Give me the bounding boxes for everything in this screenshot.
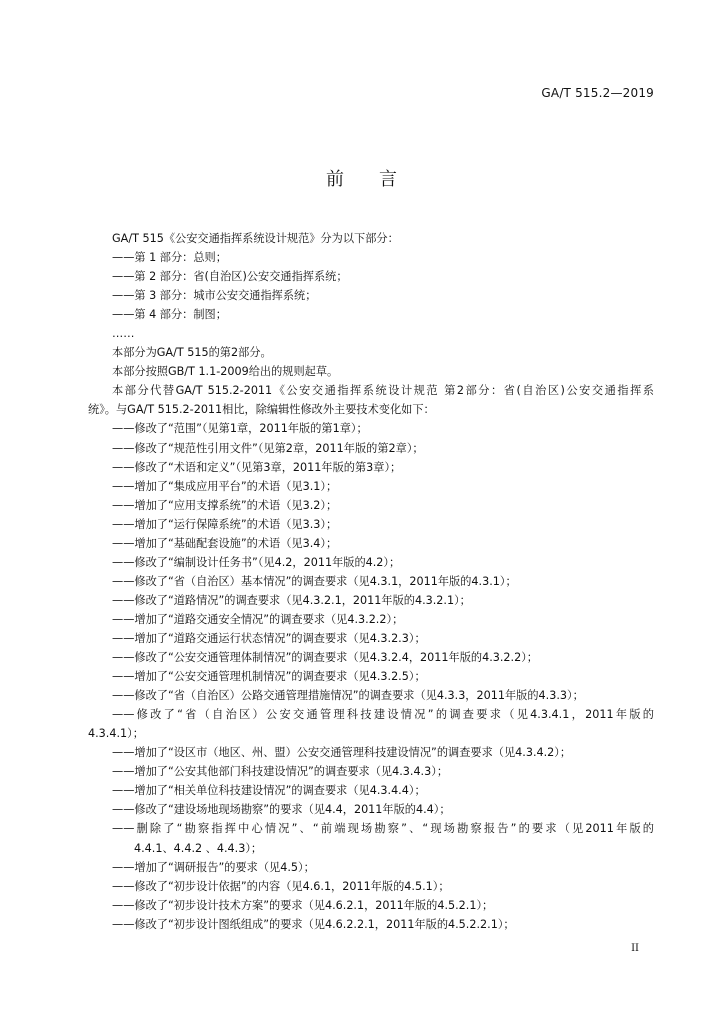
change-item: ——增加了“道路交通安全情况”的调查要求（见4.3.2.2）； bbox=[112, 612, 404, 626]
part-list-ellipsis: …… bbox=[112, 327, 135, 341]
change-item: ——修改了“初步设计依据”的内容（见4.6.1，2011年版的4.5.1）； bbox=[112, 879, 450, 893]
change-item-continuation: 4.4.1、4.4.2 、4.4.3）； bbox=[134, 841, 263, 855]
page-number: II bbox=[631, 943, 639, 954]
change-item: ——增加了“调研报告”的要求（见4.5）； bbox=[112, 860, 315, 874]
change-item: ——修改了“道路情况”的调查要求（见4.3.2.1，2011年版的4.3.2.1）； bbox=[112, 593, 471, 607]
change-item: ——增加了“相关单位科技建设情况”的调查要求（见4.3.4.4）； bbox=[112, 784, 426, 798]
change-item: ——增加了“基础配套设施”的术语（见3.4）； bbox=[112, 536, 338, 550]
title-char-2: 言 bbox=[379, 169, 398, 190]
change-item: ——增加了“集成应用平台”的术语（见3.1）； bbox=[112, 479, 338, 493]
title-char-1: 前 bbox=[326, 169, 345, 190]
change-item: ——删除了“勘察指挥中心情况”、“前端现场勘察”、“现场勘察报告”的要求（见2011年版的 bbox=[112, 822, 654, 836]
change-item: ——修改了“术语和定义”（见第3章，2011年版的第3章）； bbox=[112, 460, 402, 474]
standard-code: GA/T 515.2—2019 bbox=[541, 86, 654, 100]
change-item: ——修改了“建设场地现场勘察”的要求（见4.4，2011年版的4.4）； bbox=[112, 803, 451, 817]
change-item: ——增加了“设区市（地区、州、盟）公安交通管理科技建设情况”的调查要求（见4.3.4.2）； bbox=[112, 746, 572, 760]
part-list-item: ——第 3 部分：城市公安交通指挥系统； bbox=[112, 289, 317, 303]
change-item: ——增加了“道路交通运行状态情况”的调查要求（见4.3.2.3）； bbox=[112, 631, 426, 645]
part-list-item: ——第 4 部分：制图； bbox=[112, 308, 227, 322]
change-item: ——修改了“省（自治区）公安交通管理科技建设情况”的调查要求（见4.3.4.1，2011年版的 bbox=[112, 708, 654, 722]
paragraph-line: 统》。与GA/T 515.2-2011相比，除编辑性修改外主要技术变化如下： bbox=[88, 403, 435, 417]
foreword-body bbox=[88, 229, 654, 934]
change-item: ——修改了“规范性引用文件”（见第2章，2011年版的第2章）； bbox=[112, 441, 424, 455]
change-item: ——修改了“范围”（见第1章，2011年版的第1章）； bbox=[112, 422, 368, 436]
change-item: ——修改了“公安交通管理体制情况”的调查要求（见4.3.2.4，2011年版的4.3.2.2）； bbox=[112, 651, 538, 665]
change-item: ——增加了“公安其他部门科技建设情况”的调查要求（见4.3.4.3）； bbox=[112, 765, 449, 779]
change-item: ——修改了“初步设计图纸组成”的要求（见4.6.2.2.1，2011年版的4.5.2.2.1）； bbox=[112, 917, 515, 931]
foreword-title bbox=[0, 165, 724, 191]
change-item: ——修改了“初步设计技术方案”的要求（见4.6.2.1，2011年版的4.5.2.1）； bbox=[112, 898, 494, 912]
paragraph-line: 本部分按照GB/T 1.1-2009给出的规则起草。 bbox=[112, 365, 339, 379]
change-item: ——修改了“编制设计任务书”（见4.2，2011年版的4.2）； bbox=[112, 555, 401, 569]
paragraph-line: 本部分为GA/T 515的第2部分。 bbox=[112, 346, 272, 360]
paragraph-line: 本部分代替GA/T 515.2-2011《公安交通指挥系统设计规范 第2部分：省(自治区)公安交通指挥系 bbox=[112, 384, 654, 398]
change-item: ——修改了“省（自治区）基本情况”的调查要求（见4.3.1，2011年版的4.3.1）； bbox=[112, 574, 517, 588]
change-item: ——增加了“运行保障系统”的术语（见3.3）； bbox=[112, 517, 338, 531]
change-item-continuation: 4.3.4.1）； bbox=[88, 727, 144, 741]
change-item: ——修改了“省（自治区）公路交通管理措施情况”的调查要求（见4.3.3，2011年版的4.3.3）； bbox=[112, 689, 584, 703]
change-item: ——增加了“应用支撑系统”的术语（见3.2）； bbox=[112, 498, 338, 512]
paragraph-line: GA/T 515《公安交通指挥系统设计规范》分为以下部分： bbox=[112, 232, 399, 245]
part-list-item: ——第 1 部分：总则； bbox=[112, 251, 227, 265]
change-item: ——增加了“公安交通管理机制情况”的调查要求（见4.3.2.5）； bbox=[112, 670, 426, 684]
part-list-item: ——第 2 部分：省(自治区)公安交通指挥系统； bbox=[112, 270, 348, 284]
